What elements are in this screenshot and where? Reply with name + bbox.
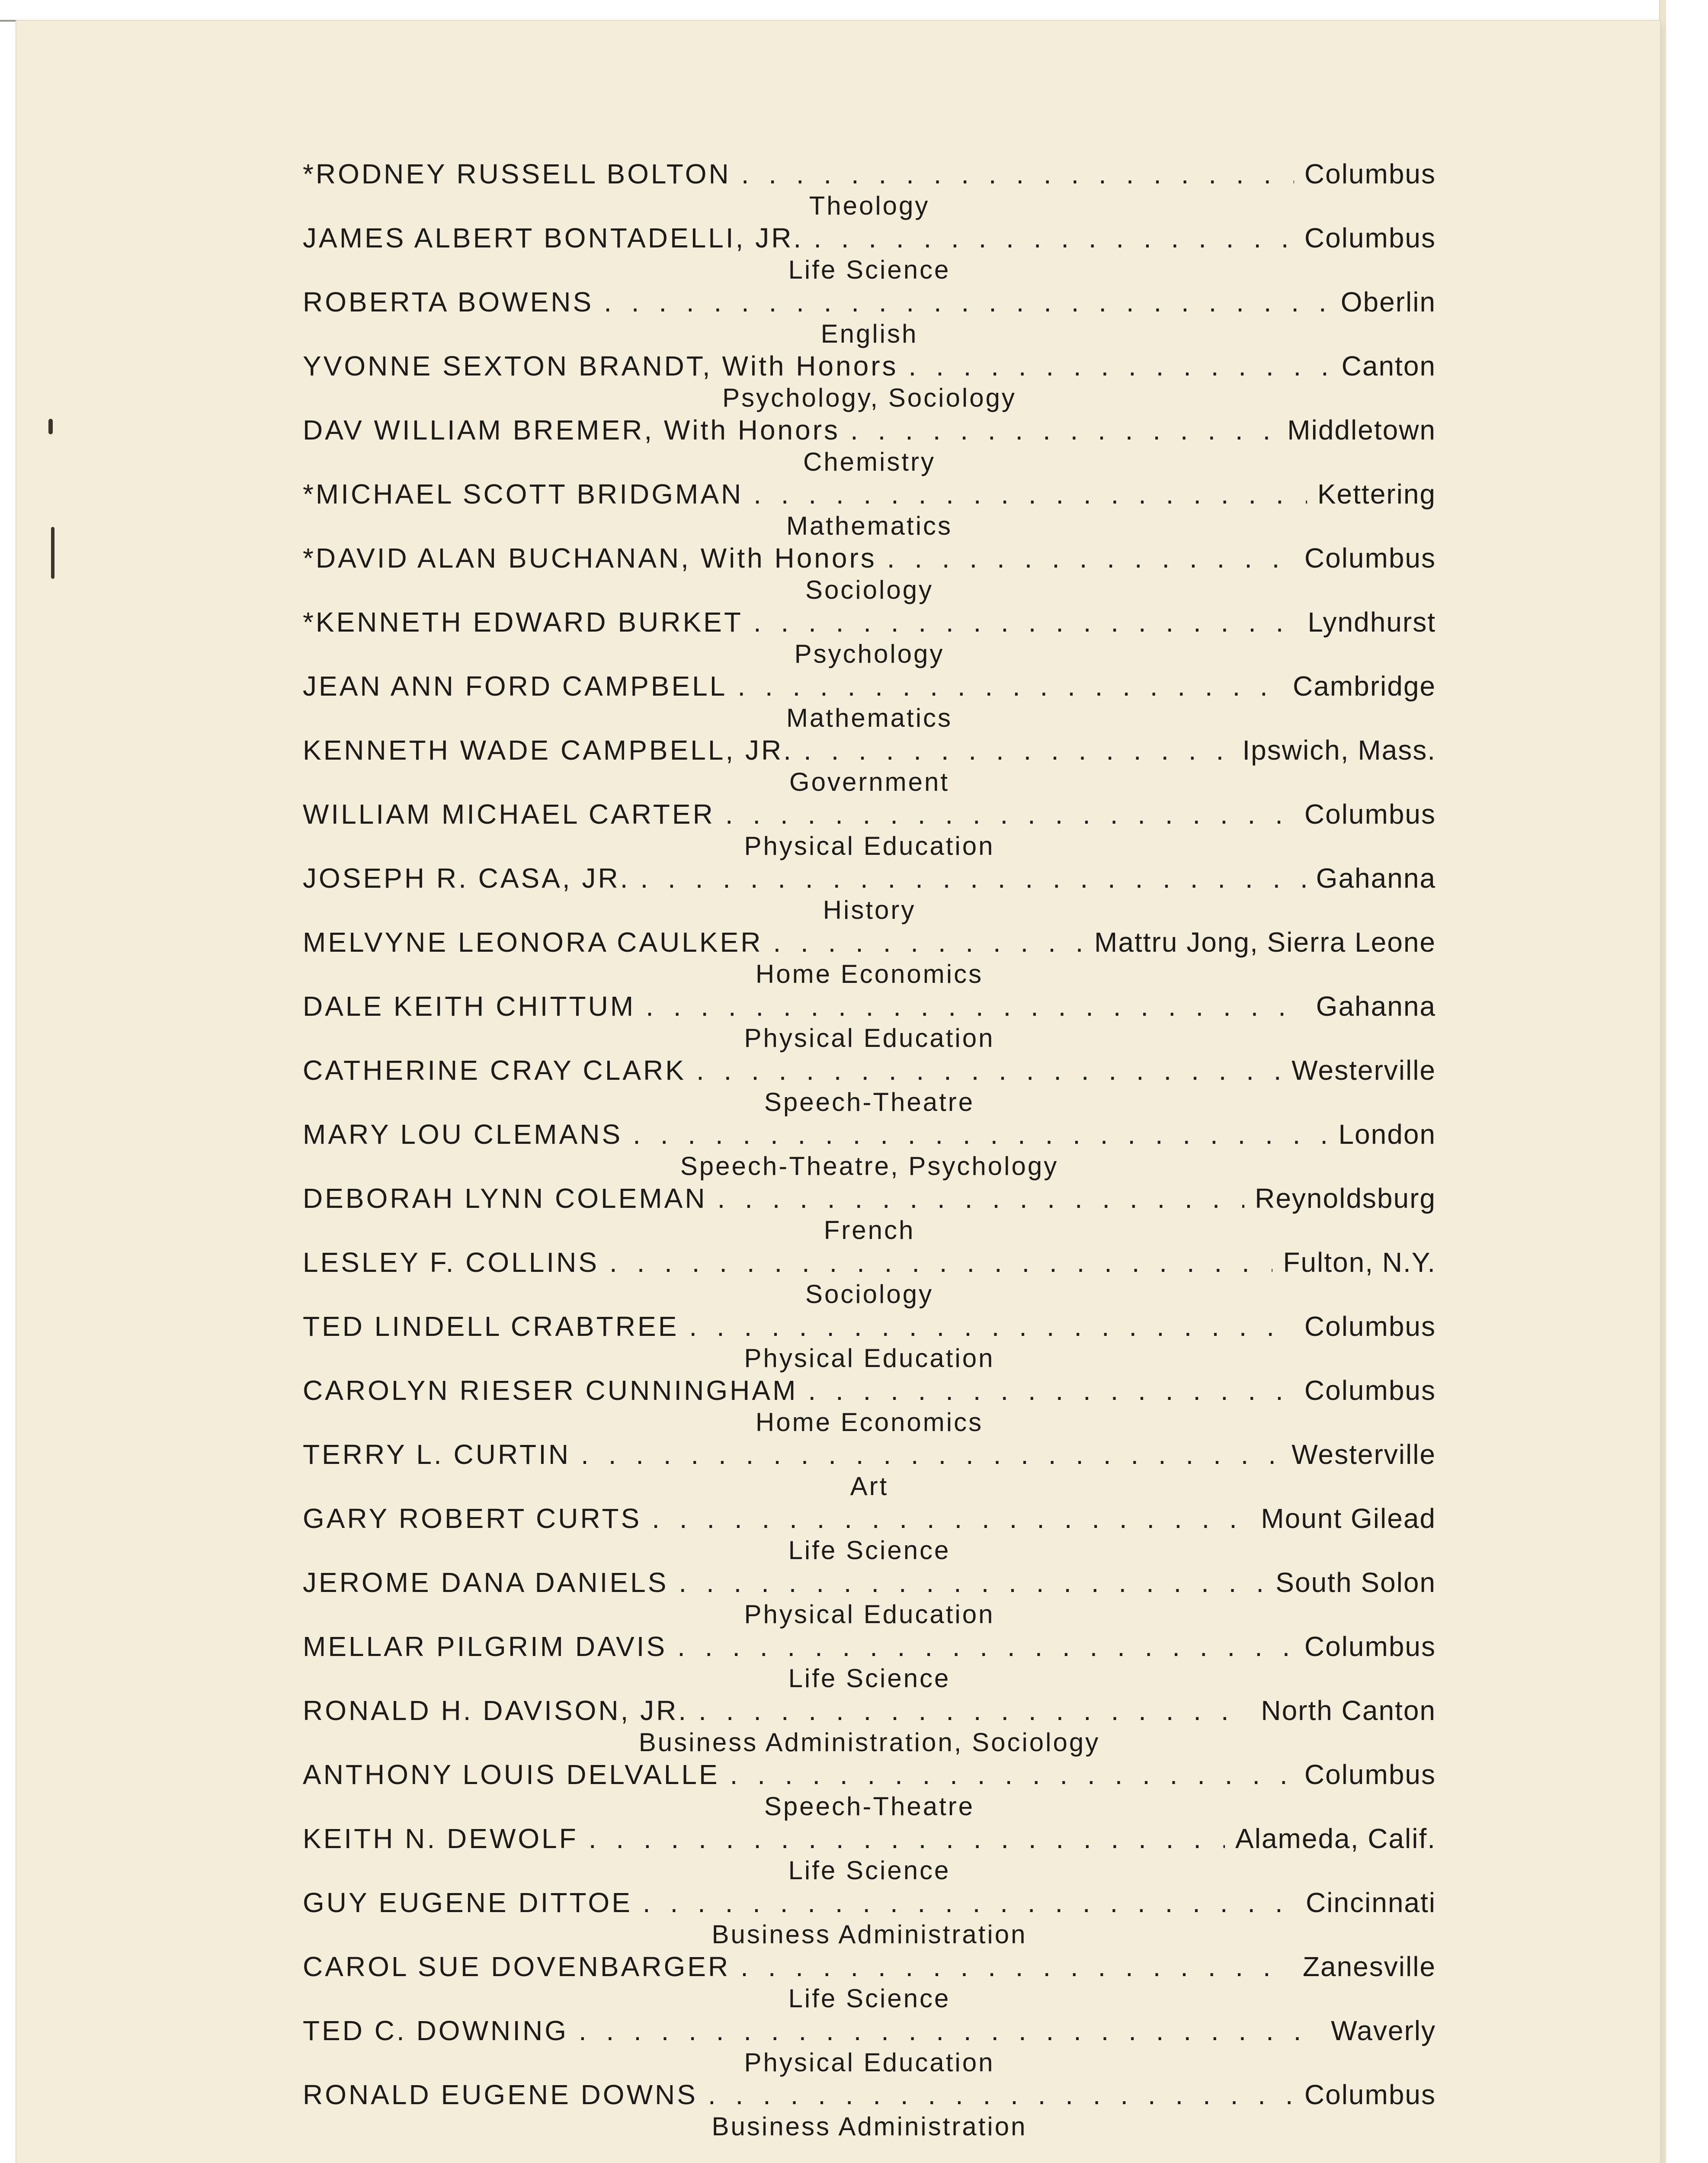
graduate-entry (303, 1310, 1436, 1374)
margin-mark (48, 419, 53, 434)
graduate-hometown: Westerville (1291, 1439, 1436, 1470)
graduate-major: Physical Education (744, 831, 995, 860)
graduate-hometown: Middletown (1287, 414, 1436, 446)
graduate-major: Life Science (788, 255, 951, 284)
graduate-name: RONALD EUGENE DOWNS (303, 2079, 698, 2110)
entry-line (303, 2079, 1436, 2111)
graduate-name: DAV WILLIAM BREMER, With Honors (303, 414, 840, 446)
dot-leader (699, 1694, 1250, 1727)
dot-leader (804, 734, 1232, 766)
margin-mark (51, 527, 54, 579)
graduate-name: KENNETH WADE CAMPBELL, JR. (303, 735, 794, 766)
graduate-name: GUY EUGENE DITTOE (303, 1887, 632, 1918)
graduate-entry (303, 414, 1436, 478)
graduate-hometown: Fulton, N.Y. (1283, 1247, 1436, 1278)
graduate-name: JEAN ANN FORD CAMPBELL (303, 671, 727, 702)
graduate-entry (303, 1694, 1436, 1759)
graduate-name: WILLIAM MICHAEL CARTER (303, 799, 715, 830)
graduate-entry (303, 1951, 1436, 2015)
graduate-major: Home Economics (755, 1408, 984, 1437)
graduate-roster (303, 158, 1436, 2143)
graduate-hometown: Kettering (1317, 478, 1436, 510)
graduate-major: Physical Education (744, 1024, 995, 1053)
graduate-entry (303, 670, 1436, 734)
graduate-major: Business Administration, Sociology (638, 1728, 1100, 1757)
graduate-major: Sociology (805, 575, 934, 604)
dot-leader (677, 1630, 1294, 1662)
graduate-hometown: South Solon (1275, 1567, 1436, 1598)
graduate-hometown: Ipswich, Mass. (1242, 735, 1436, 766)
graduate-entry (303, 1246, 1436, 1310)
graduate-entry (303, 1182, 1436, 1246)
graduate-hometown: Columbus (1304, 1759, 1436, 1790)
dot-leader (633, 1118, 1328, 1150)
dot-leader (773, 926, 1084, 958)
graduate-entry (303, 542, 1436, 606)
graduate-entry (303, 1566, 1436, 1630)
graduate-name: JOSEPH R. CASA, JR. (303, 863, 630, 894)
graduate-name: CATHERINE CRAY CLARK (303, 1055, 686, 1086)
graduate-name: *DAVID ALAN BUCHANAN, With Honors (303, 542, 877, 574)
entry-line (303, 606, 1436, 638)
graduate-major: Speech-Theatre (764, 1792, 975, 1821)
entry-line (303, 734, 1436, 766)
graduate-major: Mathematics (786, 511, 953, 540)
dot-leader (730, 1759, 1294, 1791)
dot-leader (643, 1887, 1295, 1919)
entry-line (303, 1438, 1436, 1470)
entry-line (303, 1951, 1436, 1983)
entry-line (303, 1246, 1436, 1278)
graduate-major: Home Economics (755, 960, 984, 988)
graduate-name: DEBORAH LYNN COLEMAN (303, 1183, 707, 1214)
dot-leader (808, 1374, 1294, 1406)
entry-line (303, 2015, 1436, 2047)
graduate-hometown: Lyndhurst (1307, 607, 1436, 638)
graduate-name: GARY ROBERT CURTS (303, 1503, 642, 1534)
graduate-hometown: Gahanna (1316, 991, 1436, 1022)
graduate-name: ROBERTA BOWENS (303, 286, 594, 318)
entry-line (303, 414, 1436, 446)
graduate-entry (303, 1438, 1436, 1502)
graduate-major: Psychology, Sociology (722, 383, 1016, 412)
graduate-major: Life Science (788, 1984, 951, 2013)
graduate-entry (303, 1374, 1436, 1438)
entry-line (303, 350, 1436, 382)
dot-leader (887, 542, 1294, 574)
graduate-hometown: Mattru Jong, Sierra Leone (1094, 927, 1436, 958)
dot-leader (753, 478, 1307, 510)
graduate-hometown: Columbus (1304, 222, 1436, 254)
graduate-hometown: Columbus (1304, 1375, 1436, 1406)
entry-line (303, 1502, 1436, 1534)
graduate-hometown: Cincinnati (1305, 1887, 1436, 1918)
entry-line (303, 1759, 1436, 1791)
dot-leader (740, 1951, 1292, 1983)
graduate-major: History (823, 895, 916, 924)
graduate-major: Business Administration (711, 1920, 1027, 1949)
dot-leader (814, 222, 1294, 254)
entry-line (303, 1566, 1436, 1598)
graduate-name: JEROME DANA DANIELS (303, 1567, 669, 1598)
graduate-major: Life Science (788, 1856, 951, 1885)
graduate-entry (303, 222, 1436, 286)
graduate-name: *RODNEY RUSSELL BOLTON (303, 158, 731, 189)
graduate-name: CAROLYN RIESER CUNNINGHAM (303, 1375, 798, 1406)
graduate-hometown: Canton (1341, 350, 1436, 382)
graduate-major: Mathematics (786, 703, 953, 732)
dot-leader (850, 414, 1277, 446)
graduate-entry (303, 2015, 1436, 2079)
dot-leader (753, 606, 1297, 638)
dot-leader (609, 1246, 1272, 1278)
graduate-hometown: Columbus (1304, 799, 1436, 830)
graduate-hometown: Columbus (1304, 1631, 1436, 1662)
graduate-name: MELVYNE LEONORA CAULKER (303, 927, 763, 958)
graduate-entry (303, 606, 1436, 670)
graduate-major: Theology (809, 191, 930, 220)
graduate-hometown: Columbus (1304, 158, 1436, 189)
dot-leader (581, 1438, 1281, 1470)
dot-leader (718, 1182, 1245, 1214)
entry-line (303, 286, 1436, 318)
graduate-major: Sociology (805, 1280, 934, 1309)
entry-line (303, 1823, 1436, 1855)
graduate-name: *KENNETH EDWARD BURKET (303, 607, 743, 638)
dot-leader (646, 990, 1306, 1022)
graduate-entry (303, 1118, 1436, 1182)
dot-leader (689, 1310, 1294, 1342)
graduate-hometown: Zanesville (1302, 1951, 1436, 1982)
graduate-entry (303, 1887, 1436, 1951)
graduate-major: French (824, 1216, 915, 1245)
entry-line (303, 1374, 1436, 1406)
graduate-hometown: Alameda, Calif. (1235, 1823, 1436, 1854)
dot-leader (579, 2015, 1320, 2047)
graduate-entry (303, 350, 1436, 414)
graduate-major: Business Administration (711, 2112, 1027, 2141)
graduate-hometown: Oberlin (1340, 286, 1436, 318)
graduate-entry (303, 478, 1436, 542)
graduate-name: JAMES ALBERT BONTADELLI, JR. (303, 222, 804, 254)
graduate-hometown: Waverly (1331, 2015, 1436, 2046)
graduate-name: ANTHONY LOUIS DELVALLE (303, 1759, 720, 1790)
graduate-name: CAROL SUE DOVENBARGER (303, 1951, 731, 1982)
entry-line (303, 1630, 1436, 1662)
graduate-hometown: Gahanna (1316, 863, 1436, 894)
graduate-hometown: Reynoldsburg (1255, 1183, 1436, 1214)
graduate-name: TED C. DOWNING (303, 2015, 568, 2046)
graduate-entry (303, 1823, 1436, 1887)
graduate-major: English (820, 319, 918, 348)
graduate-entry (303, 1630, 1436, 1694)
graduate-hometown: Columbus (1304, 542, 1436, 574)
graduate-entry (303, 286, 1436, 350)
dot-leader (604, 286, 1330, 318)
entry-line (303, 670, 1436, 702)
graduate-name: *MICHAEL SCOTT BRIDGMAN (303, 478, 743, 510)
dot-leader (640, 862, 1305, 894)
entry-line (303, 798, 1436, 830)
graduate-entry (303, 2079, 1436, 2143)
graduate-name: TED LINDELL CRABTREE (303, 1311, 679, 1342)
graduate-entry (303, 1502, 1436, 1566)
dot-leader (708, 2079, 1294, 2111)
graduate-major: Art (850, 1472, 889, 1501)
dot-leader (652, 1502, 1250, 1534)
graduate-entry (303, 158, 1436, 222)
entry-line (303, 1694, 1436, 1727)
entry-line (303, 478, 1436, 510)
entry-line (303, 1887, 1436, 1919)
graduate-entry (303, 1054, 1436, 1118)
graduate-major: Life Science (788, 1536, 951, 1565)
entry-line (303, 1118, 1436, 1150)
dot-leader (589, 1823, 1225, 1855)
graduate-name: MARY LOU CLEMANS (303, 1119, 623, 1150)
dot-leader (696, 1054, 1281, 1086)
graduate-entry (303, 990, 1436, 1054)
graduate-major: Physical Education (744, 1344, 995, 1373)
graduate-name: KEITH N. DEWOLF (303, 1823, 578, 1854)
graduate-hometown: London (1338, 1119, 1436, 1150)
graduate-entry (303, 1759, 1436, 1823)
graduate-name: TERRY L. CURTIN (303, 1439, 571, 1470)
graduate-hometown: Cambridge (1292, 671, 1436, 702)
page-edge-right (1659, 0, 1666, 2163)
graduate-major: Life Science (788, 1664, 951, 1693)
graduate-entry (303, 926, 1436, 990)
dot-leader (679, 1566, 1265, 1598)
graduate-major: Physical Education (744, 2048, 995, 2077)
graduate-name: MELLAR PILGRIM DAVIS (303, 1631, 667, 1662)
graduate-major: Speech-Theatre, Psychology (680, 1152, 1059, 1181)
graduate-major: Speech-Theatre (764, 1088, 975, 1117)
graduate-hometown: Westerville (1291, 1055, 1436, 1086)
entry-line (303, 1182, 1436, 1214)
graduate-entry (303, 734, 1436, 798)
graduate-hometown: Columbus (1304, 2079, 1436, 2110)
graduate-major: Chemistry (803, 447, 936, 476)
graduate-entry (303, 862, 1436, 926)
entry-line (303, 862, 1436, 894)
dot-leader (741, 158, 1294, 190)
graduate-major: Physical Education (744, 1600, 995, 1629)
entry-line (303, 1054, 1436, 1086)
graduate-entry (303, 798, 1436, 862)
graduate-name: YVONNE SEXTON BRANDT, With Honors (303, 350, 898, 382)
graduate-name: DALE KEITH CHITTUM (303, 991, 636, 1022)
entry-line (303, 990, 1436, 1022)
graduate-hometown: Mount Gilead (1261, 1503, 1436, 1534)
entry-line (303, 222, 1436, 254)
graduate-name: RONALD H. DAVISON, JR. (303, 1695, 689, 1726)
graduate-major: Psychology (794, 639, 945, 668)
graduate-hometown: Columbus (1304, 1311, 1436, 1342)
dot-leader (737, 670, 1282, 702)
graduate-name: LESLEY F. COLLINS (303, 1247, 599, 1278)
graduate-major: Government (789, 767, 950, 796)
dot-leader (725, 798, 1294, 830)
entry-line (303, 1310, 1436, 1342)
dot-leader (909, 350, 1331, 382)
entry-line (303, 926, 1436, 958)
graduate-hometown: North Canton (1261, 1695, 1436, 1726)
entry-line (303, 158, 1436, 190)
entry-line (303, 542, 1436, 574)
